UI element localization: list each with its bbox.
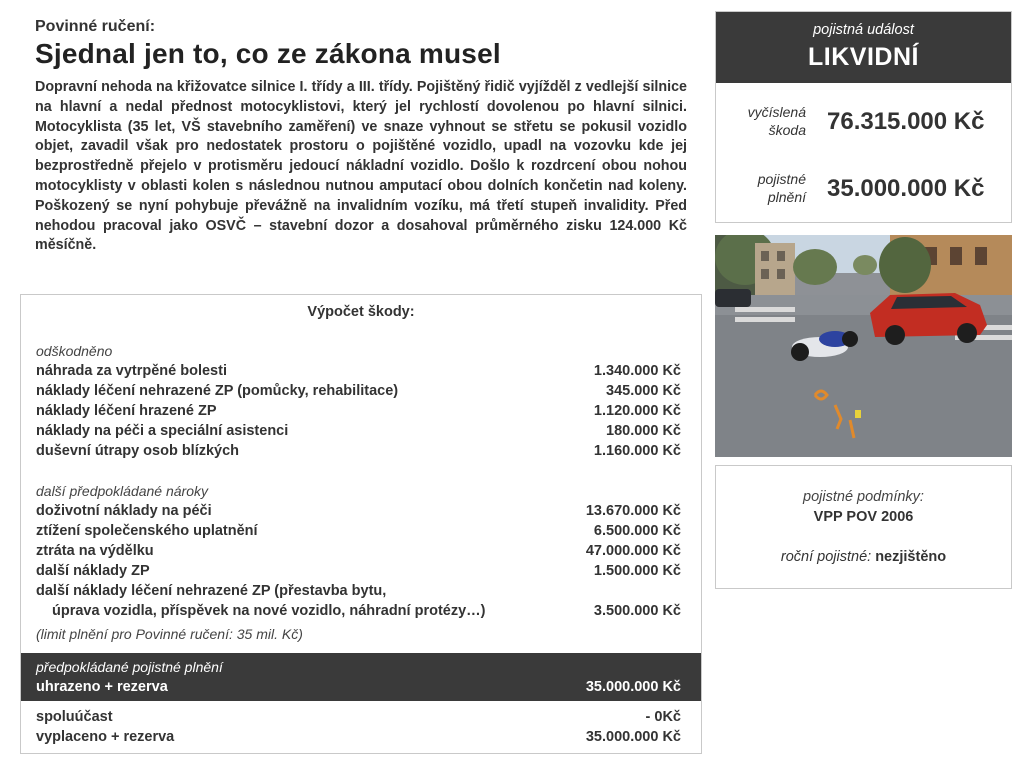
- table-row: [36, 583, 681, 603]
- article-kicker: Povinné ručení:: [35, 18, 156, 35]
- row-label: duševní útrapy osob blízkých: [36, 443, 240, 459]
- event-status: LIKVIDNÍ: [808, 43, 919, 71]
- row-label: ztráta na výdělku: [36, 543, 154, 559]
- row-label: náhrada za vytrpěné bolesti: [36, 363, 227, 379]
- row-value: 1.500.000 Kč: [593, 563, 681, 579]
- row-label: vyplaceno + rezerva: [36, 729, 175, 745]
- row-value: - 0Kč: [645, 709, 681, 725]
- damage-label-line: vyčíslená: [747, 104, 806, 120]
- table-row: [36, 729, 681, 749]
- terms-label: pojistné podmínky:: [803, 489, 924, 505]
- row-label: uhrazeno + rezerva: [36, 679, 168, 695]
- row-value: 180.000 Kč: [606, 423, 681, 439]
- limit-note: (limit plnění pro Povinné ručení: 35 mil. Kč): [36, 626, 303, 642]
- annual-premium: [716, 549, 1011, 565]
- payout-value: 35.000.000 Kč: [827, 175, 985, 202]
- row-label: doživotní náklady na péči: [36, 503, 212, 519]
- row-value: 35.000.000 Kč: [585, 729, 681, 745]
- row-label: spoluúčast: [36, 709, 113, 725]
- table-row: [36, 403, 681, 423]
- terms-value: VPP POV 2006: [813, 509, 914, 525]
- row-value: 1.340.000 Kč: [593, 363, 681, 379]
- row-value: 345.000 Kč: [606, 383, 681, 399]
- row-value: 6.500.000 Kč: [593, 523, 681, 539]
- premium-value: nezjištěno: [875, 549, 947, 565]
- event-header: [716, 12, 1011, 83]
- table-row: [36, 523, 681, 543]
- table-row: [36, 543, 681, 563]
- row-label: další náklady ZP: [36, 563, 150, 579]
- event-subtitle: pojistná událost: [813, 22, 914, 38]
- calc-title: Výpočet škody:: [307, 304, 415, 320]
- damage-calculation-box: [20, 294, 702, 754]
- row-label: úprava vozidla, příspěvek na nové vozidlo, náhradní protézy…): [52, 603, 486, 619]
- section-compensated-label: odškodněno: [36, 343, 113, 359]
- row-value: 3.500.000 Kč: [593, 603, 681, 619]
- section-expected-label: další předpokládané nároky: [36, 483, 209, 499]
- row-label: náklady léčení hrazené ZP: [36, 403, 217, 419]
- insured-payout-band: [21, 653, 701, 701]
- table-row: [36, 443, 681, 463]
- row-label: ztížení společenského uplatnění: [36, 523, 258, 539]
- article-headline: Sjednal jen to, co ze zákona musel: [35, 38, 501, 69]
- table-row: [36, 603, 681, 623]
- table-row: [36, 363, 681, 383]
- table-row: [36, 423, 681, 443]
- table-row: [36, 503, 681, 523]
- row-value: 47.000.000 Kč: [585, 543, 681, 559]
- payout-label-line: plnění: [767, 189, 806, 205]
- row-value: 35.000.000 Kč: [585, 679, 681, 695]
- payout-label: [758, 170, 806, 206]
- insurance-event-box: [715, 11, 1012, 223]
- row-value: 1.160.000 Kč: [593, 443, 681, 459]
- policy-terms-box: [715, 465, 1012, 589]
- row-value: 13.670.000 Kč: [585, 503, 681, 519]
- premium-label: roční pojistné:: [780, 549, 872, 565]
- article-intro: Dopravní nehoda na křižovatce silnice I. třídy a III. třídy. Pojištěný řidič vyjížděl z vedlejší silnice na hlavní a nedal přednost motocyklistovi, který jel rychlostí dovolenou po hlavní silnici. Motocyklista (35 let, VŠ stavebního zaměření) ve snaze vyhnout se střetu se pokusil vozidlo objet, zavadil však pro nedostatek prostoru o pojištěné vozidlo, upadl na vozovku kde jej bezprostředně přejelo v protisměru jedoucí nákladní vozidlo. Došlo k rozdrcení obou nohou motocyklisty v oblasti kolen s následnou nutnou amputací obou dolních končetin nad koleny. Poškozený se nyní pohybuje převážně na invalidním vozíku, má třetí stupeň invalidity. Před nehodou pracoval jako OSVČ – stavební dozor a dosahoval průměrného zisku 124.000 Kč měsíčně.: [35, 79, 687, 254]
- damage-label-line: škoda: [768, 122, 806, 138]
- table-row: [36, 563, 681, 583]
- accident-photo: [715, 235, 1012, 457]
- damage-value: 76.315.000 Kč: [827, 108, 985, 135]
- payout-label-line: pojistné: [757, 171, 806, 187]
- row-label: náklady léčení nehrazené ZP (pomůcky, rehabilitace): [36, 383, 399, 399]
- damage-label: [748, 103, 806, 139]
- insured-payout-label: předpokládané pojistné plnění: [36, 659, 223, 675]
- row-value: 1.120.000 Kč: [593, 403, 681, 419]
- row-label: další náklady léčení nehrazené ZP (přestavba bytu,: [36, 583, 387, 599]
- table-row: [36, 709, 681, 729]
- table-row: [36, 679, 681, 699]
- table-row: [36, 383, 681, 403]
- row-label: náklady na péči a speciální asistenci: [36, 423, 289, 439]
